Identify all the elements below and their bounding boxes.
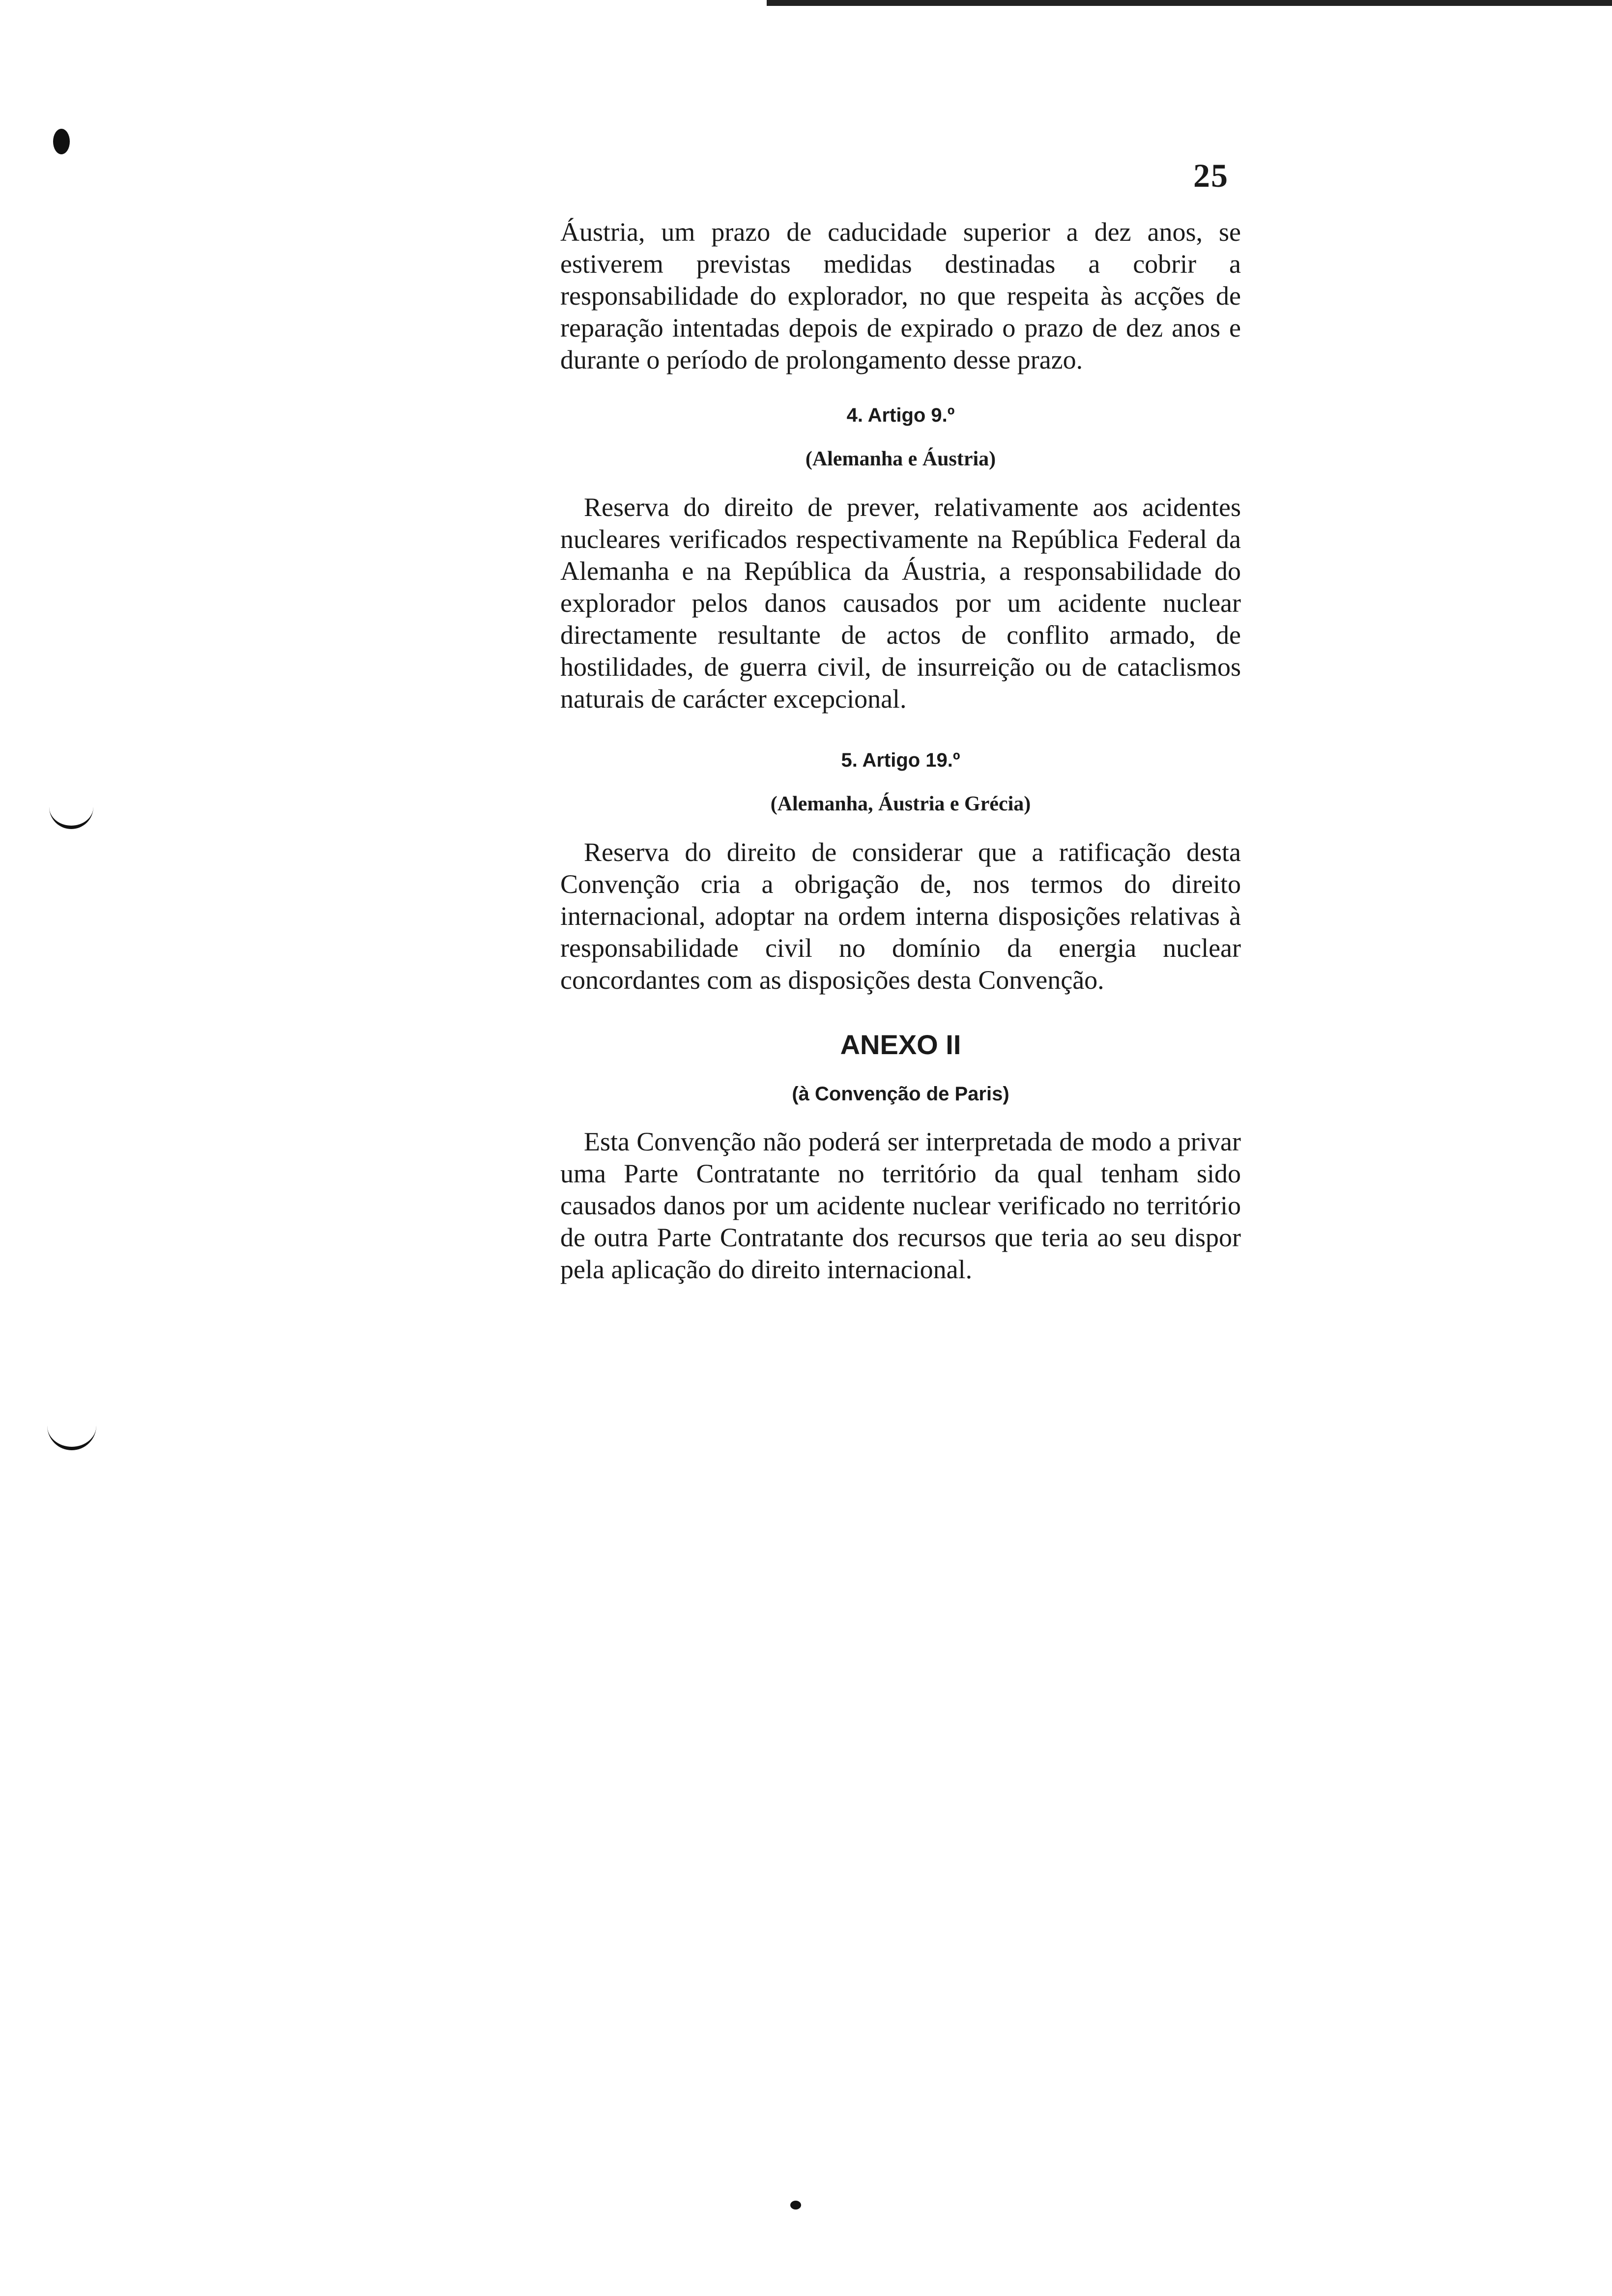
section-heading: 5. Artigo 19.º	[841, 749, 960, 771]
scan-mark	[49, 806, 93, 829]
document-body	[560, 216, 1241, 1286]
section-article-9	[560, 404, 1241, 715]
section-body: Reserva do direito de prever, relativamente aos acidentes nucleares verificados respectivamente na República Federal da Alemanha e na República da Áustria, a responsabilidade do explorador pelos danos causados por um acidente nuclear directamente resultante de actos de conflito armado, de hostilidades, de guerra civil, de insurreição ou de cataclismos naturais de carácter excepcional.	[560, 492, 1241, 714]
section-article-19	[560, 749, 1241, 996]
annex-subtitle: (à Convenção de Paris)	[792, 1083, 1009, 1105]
section-heading: 4. Artigo 9.º	[846, 404, 955, 426]
section-subheading: (Alemanha, Áustria e Grécia)	[770, 793, 1031, 815]
section-subheading: (Alemanha e Áustria)	[805, 448, 996, 470]
annex-ii	[560, 1029, 1241, 1286]
intro-paragraph: Áustria, um prazo de caducidade superior a dez anos, se estiverem previstas medidas destinadas a cobrir a responsabilidade do explorador, no que respeita às acções de reparação intentadas depois de expirado o prazo de dez anos e durante o período de prolongamento desse prazo.	[560, 217, 1241, 374]
annex-title: ANEXO II	[840, 1029, 961, 1060]
annex-body: Esta Convenção não poderá ser interpretada de modo a privar uma Parte Contratante no território da qual tenham sido causados danos por um acidente nuclear verificado no território de outra Parte Contratante dos recursos que teria ao seu dispor pela aplicação do direito internacional.	[560, 1127, 1241, 1284]
section-body: Reserva do direito de considerar que a ratificação desta Convenção cria a obrigação de, nos termos do direito internacional, adoptar na ordem interna disposições relativas à responsabilidade civil no domínio da energia nuclear concordantes com as disposições desta Convenção.	[560, 837, 1241, 995]
scan-speck	[53, 129, 70, 154]
scan-speck	[790, 2201, 801, 2210]
page-number: 25	[1193, 157, 1229, 194]
top-border-line	[767, 0, 1612, 6]
scan-mark	[47, 1425, 96, 1450]
